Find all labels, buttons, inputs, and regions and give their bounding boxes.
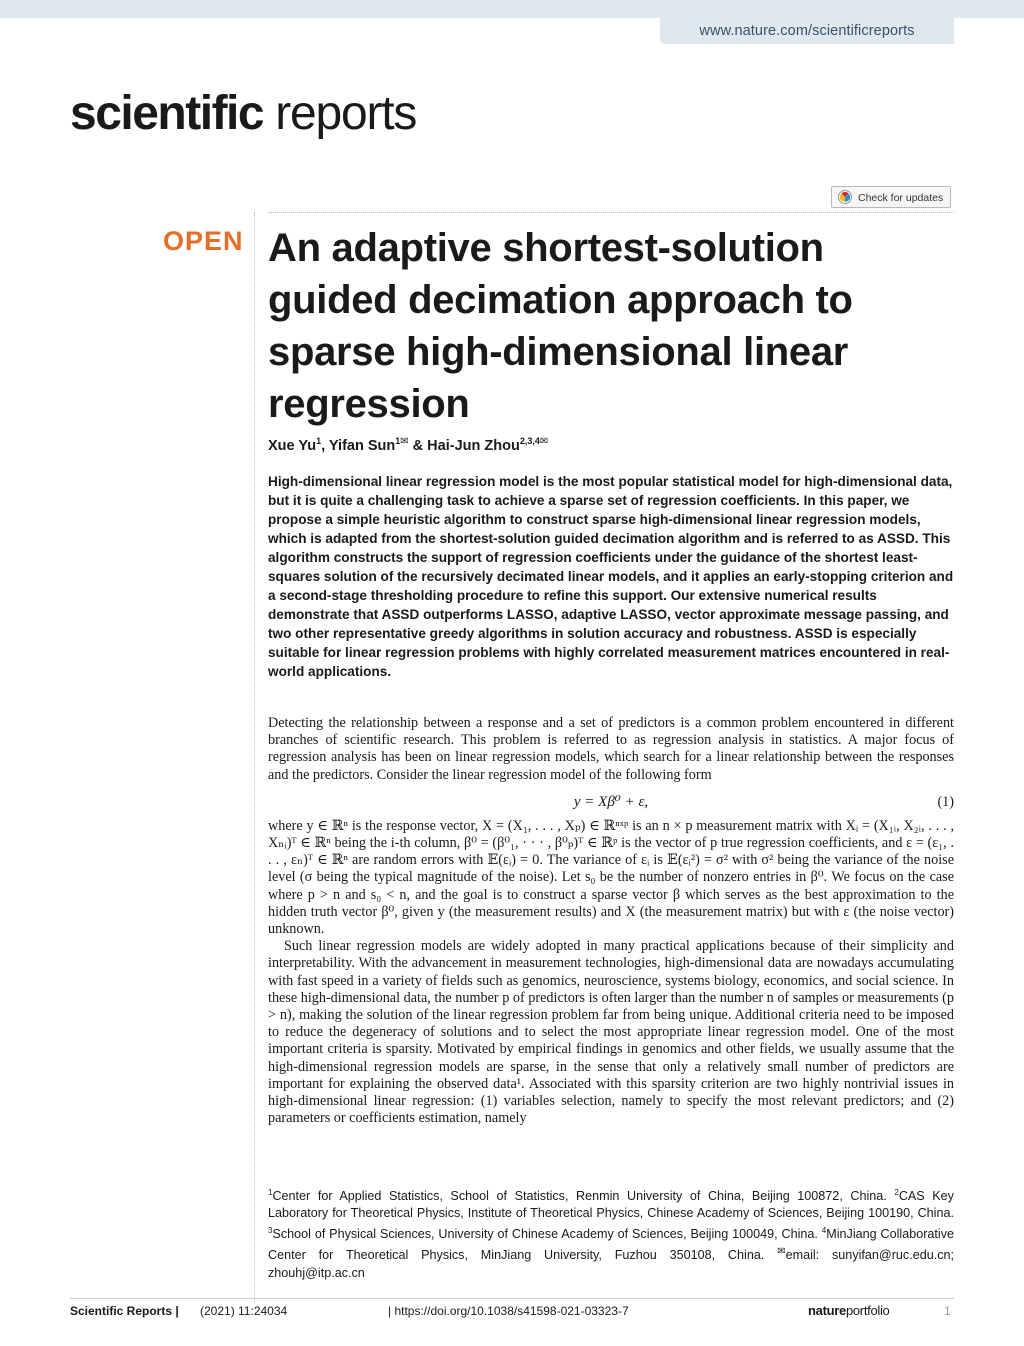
author-separator: , — [321, 437, 329, 454]
envelope-icon[interactable]: ✉ — [539, 436, 549, 447]
top-strip — [0, 0, 1024, 18]
page-number: 1 — [944, 1304, 951, 1318]
check-for-updates-button[interactable] — [831, 186, 951, 208]
header-divider — [268, 212, 954, 213]
author-list — [268, 436, 548, 454]
footer-journal: Scientific Reports | — [70, 1304, 179, 1318]
affiliation-number: 1 — [268, 1188, 273, 1197]
check-for-updates-label: Check for updates — [858, 192, 944, 204]
author-name[interactable]: Hai-Jun Zhou — [427, 437, 520, 454]
affiliation-text: MinJiang Collaborative Center for Theoretical Physics, MinJiang University, Fuzhou 350108, China. — [268, 1227, 954, 1263]
body-paragraph: Detecting the relationship between a response and a set of predictors is a common problem encountered in different branches of scientific research. This problem is referred to as regression analysis in statistics. A major focus of regression analysis has been on linear regression models, which search for a linear relationship between the responses and the predictors. Consider the linear regression model of the following form — [268, 715, 954, 783]
equation-number: (1) — [937, 793, 954, 810]
footer-volume: (2021) 11:24034 — [200, 1304, 288, 1318]
equation-expression: y = Xβ⁰ + ε, — [573, 793, 649, 810]
journal-url[interactable]: www.nature.com/scientificreports — [660, 18, 954, 44]
affiliation-text: School of Physical Sciences, University of Chinese Academy of Sciences, Beijing 100049, China. — [272, 1227, 822, 1242]
contact-email[interactable]: email: sunyifan@ruc.edu.cn; zhouhj@itp.ac.cn — [268, 1248, 955, 1280]
crossmark-icon — [838, 190, 852, 204]
author-affiliation-mark: 1 — [395, 436, 401, 446]
article-body — [268, 715, 954, 1127]
footer-doi-link[interactable]: | https://doi.org/10.1038/s41598-021-03323-7 — [388, 1304, 629, 1318]
portfolio-light: portfolio — [845, 1303, 890, 1318]
affiliation-text: CAS Key Laboratory for Theoretical Physics, Institute of Theoretical Physics, Chinese Academy of Sciences, Beijing 100190, China. — [268, 1189, 954, 1221]
affiliation-number: 4 — [821, 1226, 827, 1236]
affiliation-number: 2 — [894, 1188, 899, 1197]
brand-bold: scientific — [70, 87, 264, 140]
author-separator: & — [408, 437, 428, 454]
equation-1 — [268, 788, 954, 816]
author-affiliation-mark: 2,3,4 — [519, 436, 540, 446]
journal-brand-logo — [70, 84, 416, 144]
portfolio-bold: nature — [808, 1303, 846, 1318]
author-name[interactable]: Yifan Sun — [328, 437, 396, 454]
envelope-icon[interactable]: ✉ — [400, 436, 409, 447]
body-paragraph: Such linear regression models are widely adopted in many practical applications because of their simplicity and interpretability. With the advancement in measurement technologies, high-dimensional data are nowadays accumulating with fast speed in a variety of fields such as genomics, neuroscience, systems biology, economics, and social science. In these high-dimensional data, the number p of predictors is often larger than the number n of samples or measurements (p > n), making the solution of the linear regression problem far from being unique. Additional criteria need to be imposed to reduce the degeneracy of solutions and to select the most appropriate linear regression model. One of the most important criteria is sparsity. Motivated by empirical findings in genomics and other fields, we usually assume that the high-dimensional regression models are sparse, in the sense that only a relatively small number of predictors are important for explaining the observed data¹. Associated with this sparsity criterion are two highly nontrivial issues in high-dimensional linear regression: (1) variables selection, namely to specify the most relevant predictors; and (2) parameters or coefficients estimation, namely — [268, 938, 954, 1127]
author-affiliation-mark: 1 — [316, 436, 322, 446]
affiliation-text: Center for Applied Statistics, School of Statistics, Renmin University of China, Beijing 100872, China. — [272, 1189, 895, 1204]
nature-portfolio-logo — [808, 1302, 890, 1320]
abstract: High-dimensional linear regression model is the most popular statistical model for high-dimensional data, but it is quite a challenging task to achieve a sparse set of regression coefficients. In this paper, we propose a simple heuristic algorithm to construct sparse high-dimensional linear regression models, which is adapted from the shortest-solution guided decimation algorithm and is referred to as ASSD. This algorithm constructs the support of regression coefficients under the guidance of the shortest least-squares solution of the recursively decimated linear models, and it applies an early-stopping criterion and a second-stage thresholding procedure to refine this support. Our extensive numerical results demonstrate that ASSD outperforms LASSO, adaptive LASSO, vector approximate message passing, and two other representative greedy algorithms in solution accuracy and robustness. ASSD is especially suitable for linear regression problems with highly correlated measurement matrices encountered in real-world applications. — [268, 474, 954, 679]
affiliations — [268, 1184, 954, 1282]
open-access-label: OPEN — [163, 226, 244, 256]
footer-divider — [70, 1298, 954, 1299]
body-paragraph: where y ∈ ℝⁿ is the response vector, X = (X₁, . . . , Xₚ) ∈ ℝⁿˣᵖ is an n × p measurement matrix with Xᵢ = (X₁ᵢ, X₂ᵢ, . . . , Xₙᵢ)ᵀ ∈ ℝⁿ being the i-th column, β⁰ = (β⁰₁, · · · , β⁰ₚ)ᵀ ∈ ℝᵖ is the vector of p true regression coefficients, and ε = (ε₁, . . . , εₙ)ᵀ ∈ ℝⁿ are random errors with 𝔼(εᵢ) = 0. The variance of εᵢ is 𝔼(εᵢ²) = σ² with σ² being the variance of the noise level (σ being the typical magnitude of the noise). Let s₀ be the number of nonzero entries in β⁰. We focus on the case where p > n and s₀ < n, and the goal is to construct a sparse vector β which serves as the best approximation to the hidden truth vector β⁰, given y (the measurement results) and X (the measurement matrix) but with ε (the noise vector) unknown. — [268, 817, 954, 938]
affiliation-number: 3 — [268, 1226, 273, 1236]
margin-divider — [254, 212, 255, 1302]
brand-light: reports — [275, 87, 417, 140]
envelope-icon: ✉ — [777, 1246, 786, 1258]
article-title: An adaptive shortest-solution guided decimation approach to sparse high-dimensional linear regression — [268, 226, 853, 426]
author-name[interactable]: Xue Yu — [268, 437, 317, 454]
